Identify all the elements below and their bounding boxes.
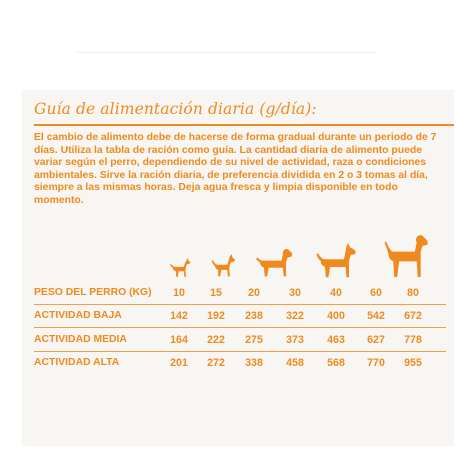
guide-title: Guía de alimentación diaria (g/día): [34, 100, 317, 118]
row-label-high: ACTIVIDAD ALTA [34, 357, 120, 368]
ration-cell: 458 [286, 357, 304, 369]
weight-header-label: PESO DEL PERRO (KG) [34, 287, 152, 298]
ration-cell: 222 [207, 334, 225, 346]
table-divider [34, 327, 446, 328]
feeding-guide-card [22, 90, 454, 446]
ration-cell: 955 [404, 357, 422, 369]
row-label-medium: ACTIVIDAD MEDIA [34, 334, 127, 345]
ration-cell: 778 [404, 334, 422, 346]
weight-cell: 30 [289, 287, 301, 299]
ration-cell: 201 [170, 357, 188, 369]
dog-icon [382, 234, 430, 279]
ration-cell: 142 [170, 310, 188, 322]
weight-cell: 10 [173, 287, 185, 299]
table-divider [34, 304, 446, 305]
ration-cell: 627 [367, 334, 385, 346]
weight-cell: 15 [210, 287, 222, 299]
ration-cell: 373 [286, 334, 304, 346]
ration-cell: 338 [245, 357, 263, 369]
ration-cell: 275 [245, 334, 263, 346]
ration-cell: 542 [367, 310, 385, 322]
ration-cell: 463 [327, 334, 345, 346]
dog-icon [170, 258, 192, 278]
ration-cell: 192 [207, 310, 225, 322]
title-underline [34, 124, 454, 126]
guide-intro-text: El cambio de alimento debe de hacerse de forma gradual durante un periodo de 7 días. Utiliza la tabla de ración como guía. La cantidad diaria de alimento puede variar según el perro, dependiendo de su nivel de actividad, raza o condiciones ambientales. Sirve la ración diaria, de preferencia dividida en 2 o 3 tomas al día, siempre a las mismas horas. Deja agua fresca y limpia disponible en todo momento. [34, 132, 437, 206]
ration-cell: 568 [327, 357, 345, 369]
ration-cell: 322 [286, 310, 304, 322]
ration-cell: 400 [327, 310, 345, 322]
table-divider [34, 351, 446, 352]
ration-cell: 164 [170, 334, 188, 346]
dog-icon [256, 248, 294, 278]
ration-cell: 238 [245, 310, 263, 322]
row-label-low: ACTIVIDAD BAJA [34, 310, 122, 321]
top-divider [76, 52, 376, 53]
weight-cell: 80 [407, 287, 419, 299]
ration-cell: 770 [367, 357, 385, 369]
weight-cell: 20 [248, 287, 260, 299]
ration-cell: 272 [207, 357, 225, 369]
ration-cell: 672 [404, 310, 422, 322]
dog-icon [316, 243, 358, 279]
weight-cell: 60 [370, 287, 382, 299]
weight-cell: 40 [330, 287, 342, 299]
dog-icon [211, 254, 237, 278]
